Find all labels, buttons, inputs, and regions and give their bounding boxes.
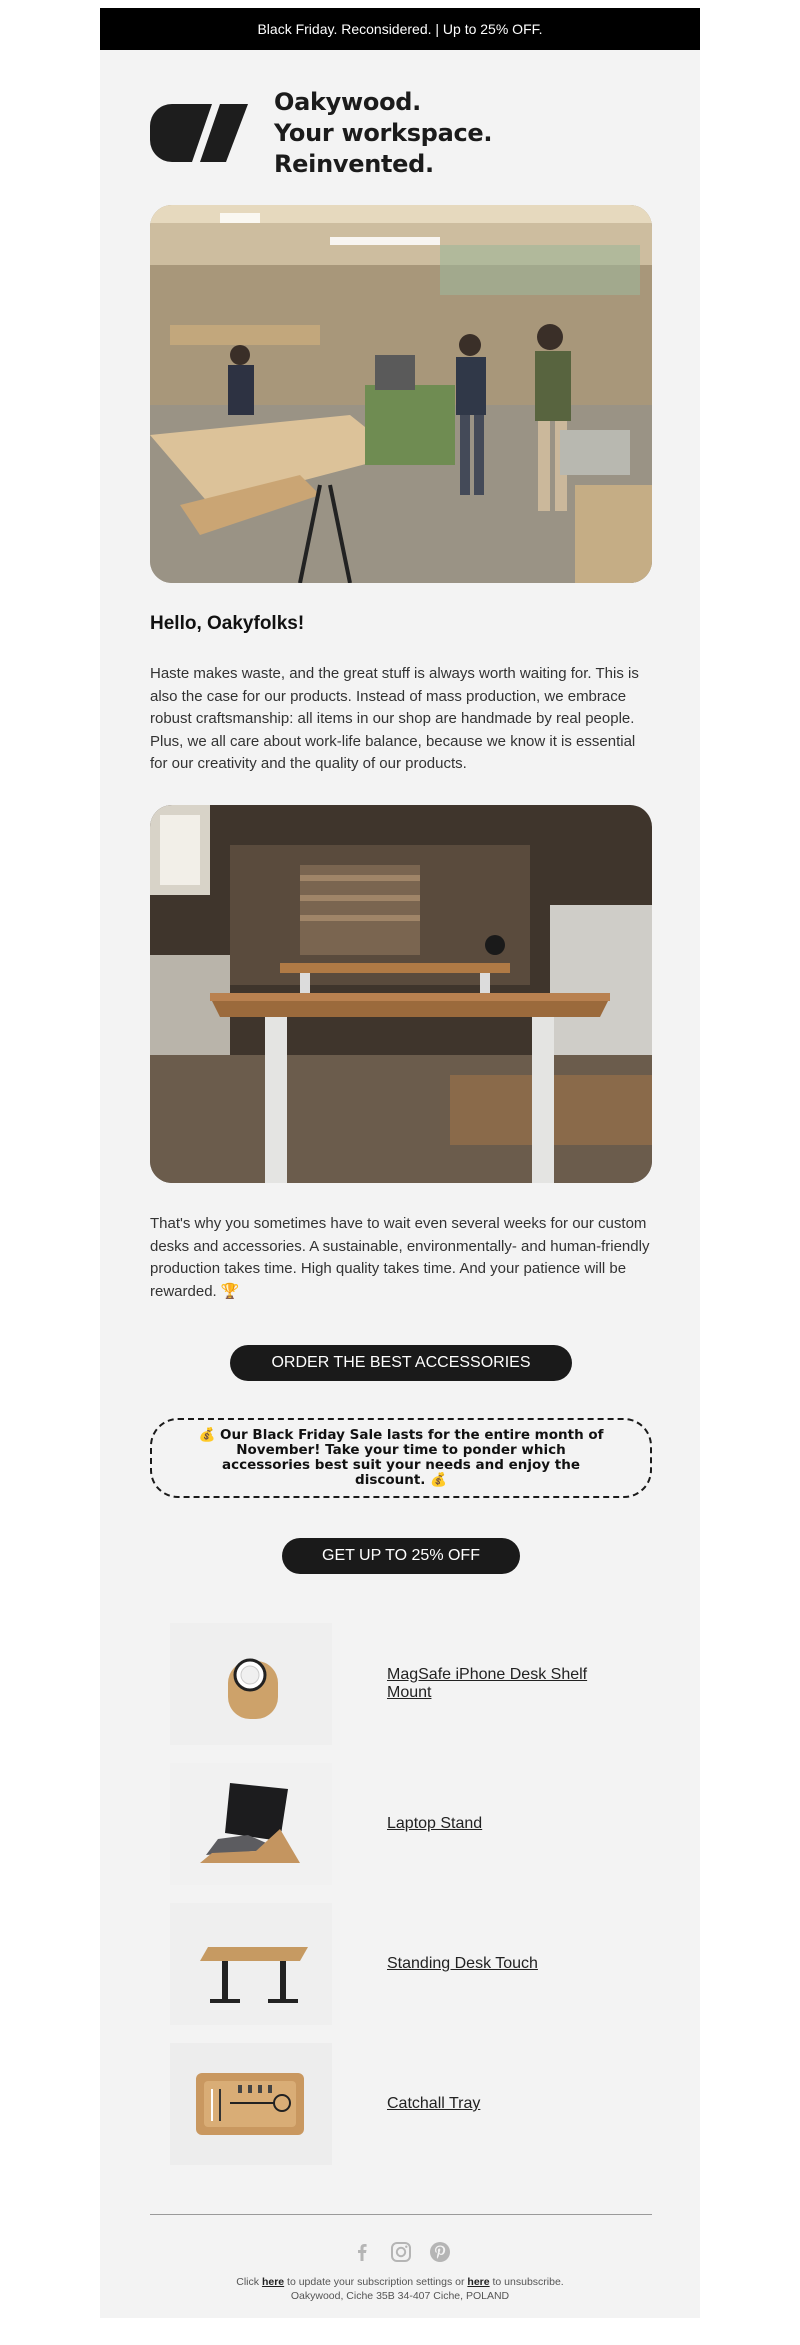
unsubscribe-link[interactable]: here bbox=[467, 2276, 490, 2288]
brand-tagline bbox=[274, 87, 650, 180]
instagram-icon[interactable] bbox=[389, 2240, 413, 2264]
standing-desk-icon[interactable] bbox=[170, 1903, 332, 2025]
email-header bbox=[150, 87, 650, 178]
product-item[interactable] bbox=[170, 2043, 632, 2165]
company-address: Oakywood, Ciche 35B 34-407 Ciche, POLAND bbox=[290, 2290, 510, 2302]
magsafe-mount-icon[interactable] bbox=[170, 1623, 332, 1745]
promo-banner bbox=[100, 8, 700, 50]
desk-photo bbox=[150, 805, 652, 1183]
product-link[interactable]: MagSafe iPhone Desk Shelf Mount bbox=[387, 1666, 588, 1701]
product-link[interactable]: Laptop Stand bbox=[387, 1815, 483, 1832]
story-paragraph: That's why you sometimes have to wait even several weeks for our custom desks and accessories. A sustainable, environmentally- and human-friendly production takes time. High quality takes time. And your patience will be rewarded. 🏆 bbox=[150, 1215, 650, 1300]
order-accessories-button[interactable]: ORDER THE BEST ACCESSORIES bbox=[230, 1345, 572, 1381]
catchall-tray-icon[interactable] bbox=[170, 2043, 332, 2165]
workshop-photo bbox=[150, 205, 652, 583]
update-settings-link[interactable]: here bbox=[261, 2276, 285, 2288]
product-item[interactable] bbox=[170, 1903, 632, 2025]
greeting-heading: Hello, Oakyfolks! bbox=[150, 613, 305, 634]
brand-slogan: Your workspace. Reinvented. bbox=[274, 118, 493, 178]
product-link[interactable]: Catchall Tray bbox=[387, 2095, 481, 2112]
email-container bbox=[100, 8, 700, 2318]
social-links bbox=[350, 2240, 452, 2264]
product-item[interactable] bbox=[170, 1763, 632, 1885]
intro-paragraph: Haste makes waste, and the great stuff is always worth waiting for. This is also the case for our products. Instead of mass production, we embrace robust craftsmanship: all items in our shop are handmade by real people. Plus, we all care about work-life balance, because we know it is essential for our creativity and the quality of our products. bbox=[150, 665, 639, 772]
get-discount-button[interactable]: GET UP TO 25% OFF bbox=[282, 1538, 520, 1574]
product-item[interactable] bbox=[170, 1623, 632, 1745]
sale-notice-text: 💰 Our Black Friday Sale lasts for the entire month of November! Take your time to ponder which accessories best suit your needs and enjoy the discount. 💰 bbox=[198, 1427, 604, 1488]
promo-banner-text: Black Friday. Reconsidered. | Up to 25% OFF. bbox=[257, 21, 543, 37]
facebook-icon[interactable] bbox=[350, 2240, 374, 2264]
footer-divider bbox=[150, 2214, 652, 2215]
product-link[interactable]: Standing Desk Touch bbox=[387, 1955, 538, 1972]
pinterest-icon[interactable] bbox=[428, 2240, 452, 2264]
oakywood-logo-icon[interactable] bbox=[150, 104, 248, 162]
sale-notice-box bbox=[150, 1418, 652, 1498]
subscription-footer: Click here to update your subscription settings or here to unsubscribe. bbox=[236, 2276, 564, 2288]
brand-name: Oakywood. bbox=[274, 87, 421, 116]
laptop-stand-icon[interactable] bbox=[170, 1763, 332, 1885]
